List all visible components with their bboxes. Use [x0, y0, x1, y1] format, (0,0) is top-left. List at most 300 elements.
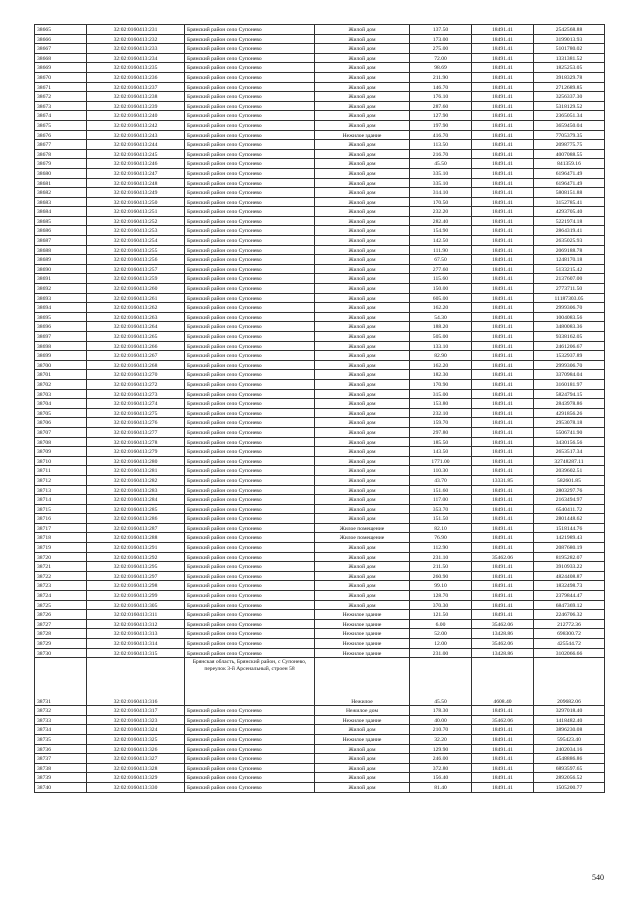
cadastral-number-cell: 32:02:0160413:262 [87, 303, 185, 313]
unit-value-cell: 18491.41 [472, 303, 534, 313]
table-row [35, 44, 605, 54]
cadastral-value-cell: 1421989.43 [534, 533, 605, 543]
address-cell: Брянский район село Супонево [185, 514, 315, 524]
table-row [35, 619, 605, 629]
cadastral-value-cell: 6196471.49 [534, 178, 605, 188]
address-cell: Брянский район село Супонево [185, 782, 315, 792]
cadastral-number-cell: 32:02:0160413:232 [87, 34, 185, 44]
area-cell: 6.00 [410, 619, 472, 629]
table-row [35, 255, 605, 265]
object-type-cell: Жилой дом [315, 140, 410, 150]
cadastral-value-cell: 2402034.16 [534, 744, 605, 754]
cadastral-value-cell: 3370984.04 [534, 370, 605, 380]
cadastral-value-cell: 2999306.70 [534, 303, 605, 313]
cadastral-number-cell: 32:02:0160413:284 [87, 495, 185, 505]
address-cell: Брянский район село Супонево [185, 648, 315, 658]
cadastral-number-cell: 32:02:0160413:254 [87, 236, 185, 246]
address-cell: Брянский район село Супонево [185, 351, 315, 361]
cadastral-number-cell: 32:02:0160413:246 [87, 159, 185, 169]
area-cell: 115.60 [410, 274, 472, 284]
row-number-cell: 38686 [35, 226, 87, 236]
cadastral-number-cell: 32:02:0160413:326 [87, 744, 185, 754]
address-cell: Брянский район село Супонево [185, 53, 315, 63]
row-number-cell: 38682 [35, 188, 87, 198]
cadastral-value-cell: 1518144.76 [534, 523, 605, 533]
object-type-cell: Жилой дом [315, 197, 410, 207]
table-row [35, 523, 605, 533]
address-cell: Брянский район село Супонево [185, 725, 315, 735]
cadastral-number-cell: 32:02:0160413:266 [87, 341, 185, 351]
address-cell: Брянский район село Супонево [185, 284, 315, 294]
cadastral-number-cell: 32:02:0160413:329 [87, 773, 185, 783]
cadastral-number-cell: 32:02:0160413:240 [87, 111, 185, 121]
cadastral-number-cell: 32:02:0160413:264 [87, 322, 185, 332]
object-type-cell: Жилой дом [315, 332, 410, 342]
cadastral-number-cell: 32:02:0160413:328 [87, 763, 185, 773]
area-cell: 315.00 [410, 389, 472, 399]
unit-value-cell: 18491.41 [472, 734, 534, 744]
address-cell: Брянский район село Супонево [185, 149, 315, 159]
area-cell: 45.50 [410, 658, 472, 706]
address-cell: Брянский район село Супонево [185, 245, 315, 255]
area-cell: 67.50 [410, 255, 472, 265]
area-cell: 188.20 [410, 322, 472, 332]
area-cell: 54.30 [410, 312, 472, 322]
unit-value-cell: 18491.41 [472, 782, 534, 792]
address-cell: Брянский район село Супонево [185, 715, 315, 725]
unit-value-cell: 18491.41 [472, 495, 534, 505]
unit-value-cell: 18491.41 [472, 226, 534, 236]
cadastral-number-cell: 32:02:0160413:278 [87, 437, 185, 447]
table-row [35, 648, 605, 658]
cadastral-value-cell: 1825253.05 [534, 63, 605, 73]
row-number-cell: 38706 [35, 418, 87, 428]
address-cell: Брянский район село Супонево [185, 34, 315, 44]
row-number-cell: 38674 [35, 111, 87, 121]
row-number-cell: 38688 [35, 245, 87, 255]
address-cell: Брянский район село Супонево [185, 303, 315, 313]
cadastral-value-cell: 595423.40 [534, 734, 605, 744]
cadastral-value-cell: 2803297.76 [534, 485, 605, 495]
cadastral-number-cell: 32:02:0160413:242 [87, 120, 185, 130]
cadastral-number-cell: 32:02:0160413:327 [87, 754, 185, 764]
cadastral-number-cell: 32:02:0160413:282 [87, 475, 185, 485]
cadastral-number-cell: 32:02:0160413:260 [87, 284, 185, 294]
table-row [35, 332, 605, 342]
area-cell: 127.90 [410, 111, 472, 121]
object-type-cell: Жилой дом [315, 63, 410, 73]
address-cell: Брянский район село Супонево [185, 427, 315, 437]
cadastral-number-cell: 32:02:0160413:267 [87, 351, 185, 361]
area-cell: 287.60 [410, 101, 472, 111]
cadastral-number-cell: 32:02:0160413:248 [87, 178, 185, 188]
cadastral-value-cell: 9338162.05 [534, 332, 605, 342]
object-type-cell: Жилой дом [315, 274, 410, 284]
row-number-cell: 38720 [35, 552, 87, 562]
area-cell: 52.00 [410, 629, 472, 639]
object-type-cell: Жилой дом [315, 562, 410, 572]
object-type-cell: Жилой дом [315, 466, 410, 476]
cadastral-value-cell: 1418482.40 [534, 715, 605, 725]
area-cell: 117.00 [410, 495, 472, 505]
row-number-cell: 38723 [35, 581, 87, 591]
area-cell: 216.70 [410, 149, 472, 159]
unit-value-cell: 4608.40 [472, 658, 534, 706]
cadastral-value-cell: 5133215.42 [534, 264, 605, 274]
row-number-cell: 38727 [35, 619, 87, 629]
area-cell: 159.70 [410, 418, 472, 428]
cadastral-value-cell: 2379844.47 [534, 591, 605, 601]
area-cell: 142.50 [410, 236, 472, 246]
object-type-cell: Жилой дом [315, 389, 410, 399]
cadastral-value-cell: 4291856.26 [534, 408, 605, 418]
cadastral-number-cell: 32:02:0160413:273 [87, 389, 185, 399]
table-row [35, 370, 605, 380]
area-cell: 121.50 [410, 610, 472, 620]
address-cell: Брянский район село Супонево [185, 523, 315, 533]
table-row [35, 782, 605, 792]
cadastral-value-cell: 2087680.19 [534, 543, 605, 553]
row-number-cell: 38681 [35, 178, 87, 188]
area-cell: 110.30 [410, 466, 472, 476]
row-number-cell: 38716 [35, 514, 87, 524]
cadastral-number-cell: 32:02:0160413:285 [87, 504, 185, 514]
object-type-cell: Жилой дом [315, 44, 410, 54]
object-type-cell: Жилой дом [315, 111, 410, 121]
unit-value-cell: 18491.41 [472, 72, 534, 82]
cadastral-value-cell: 2542568.88 [534, 25, 605, 35]
cadastral-value-cell: 6196471.49 [534, 168, 605, 178]
unit-value-cell: 13331.85 [472, 475, 534, 485]
cadastral-number-cell: 32:02:0160413:323 [87, 715, 185, 725]
cadastral-value-cell: 2712689.85 [534, 82, 605, 92]
table-row [35, 485, 605, 495]
area-cell: 143.50 [410, 447, 472, 457]
table-row [35, 754, 605, 764]
table-row [35, 514, 605, 524]
cadastral-value-cell: 2892056.52 [534, 773, 605, 783]
cadastral-value-cell: 5318129.52 [534, 101, 605, 111]
unit-value-cell: 18491.41 [472, 149, 534, 159]
cadastral-number-cell: 32:02:0160413:299 [87, 591, 185, 601]
cadastral-number-cell: 32:02:0160413:253 [87, 226, 185, 236]
cadastral-number-cell: 32:02:0160413:297 [87, 571, 185, 581]
address-cell: Брянский район село Супонево [185, 629, 315, 639]
address-cell: Брянский район село Супонево [185, 552, 315, 562]
cadastral-value-cell: 2653517.34 [534, 447, 605, 457]
cadastral-value-cell: 3430156.56 [534, 437, 605, 447]
cadastral-number-cell: 32:02:0160413:233 [87, 44, 185, 54]
row-number-cell: 38721 [35, 562, 87, 572]
address-cell: Брянский район село Супонево [185, 322, 315, 332]
cadastral-value-cell: 3152785.41 [534, 197, 605, 207]
row-number-cell: 38704 [35, 399, 87, 409]
address-cell: Брянский район село Супонево [185, 456, 315, 466]
address-cell: Брянский район село Супонево [185, 475, 315, 485]
object-type-cell: Жилой дом [315, 591, 410, 601]
row-number-cell: 38684 [35, 207, 87, 217]
area-cell: 170.50 [410, 197, 472, 207]
cadastral-number-cell: 32:02:0160413:243 [87, 130, 185, 140]
table-row [35, 734, 605, 744]
table-row [35, 466, 605, 476]
address-cell: Брянский район село Супонево [185, 706, 315, 716]
object-type-cell: Жилой дом [315, 284, 410, 294]
area-cell: 76.90 [410, 533, 472, 543]
row-number-cell: 38735 [35, 734, 87, 744]
object-type-cell: Жилой дом [315, 53, 410, 63]
address-cell: Брянский район село Супонево [185, 543, 315, 553]
area-cell: 211.50 [410, 562, 472, 572]
table-row [35, 72, 605, 82]
object-type-cell: Жилой дом [315, 744, 410, 754]
table-row [35, 101, 605, 111]
object-type-cell: Жилой дом [315, 25, 410, 35]
table-row [35, 773, 605, 783]
unit-value-cell: 35462.06 [472, 715, 534, 725]
row-number-cell: 38695 [35, 312, 87, 322]
area-cell: 231.00 [410, 648, 472, 658]
row-number-cell: 38724 [35, 591, 87, 601]
row-number-cell: 38712 [35, 475, 87, 485]
cadastral-value-cell: 2843978.86 [534, 399, 605, 409]
object-type-cell: Нежилое дом [315, 706, 410, 716]
row-number-cell: 38713 [35, 485, 87, 495]
table-row [35, 639, 605, 649]
object-type-cell: Жилой дом [315, 178, 410, 188]
table-row [35, 408, 605, 418]
cadastral-number-cell: 32:02:0160413:292 [87, 552, 185, 562]
address-cell: Брянский район село Супонево [185, 562, 315, 572]
area-cell: 99.10 [410, 581, 472, 591]
address-cell: Брянский район село Супонево [185, 370, 315, 380]
row-number-cell: 38719 [35, 543, 87, 553]
address-cell: Брянский район село Супонево [185, 341, 315, 351]
object-type-cell: Жилой дом [315, 293, 410, 303]
cadastral-number-cell: 32:02:0160413:274 [87, 399, 185, 409]
row-number-cell: 38715 [35, 504, 87, 514]
cadastral-number-cell: 32:02:0160413:316 [87, 658, 185, 706]
area-cell: 154.90 [410, 226, 472, 236]
area-cell: 1771.00 [410, 456, 472, 466]
area-cell: 211.90 [410, 72, 472, 82]
unit-value-cell: 18491.41 [472, 706, 534, 716]
area-cell: 210.70 [410, 725, 472, 735]
area-cell: 40.00 [410, 715, 472, 725]
area-cell: 335.10 [410, 168, 472, 178]
area-cell: 231.10 [410, 552, 472, 562]
cadastral-value-cell: 1505200.77 [534, 782, 605, 792]
area-cell: 605.00 [410, 293, 472, 303]
address-cell: Брянский район село Супонево [185, 610, 315, 620]
row-number-cell: 38728 [35, 629, 87, 639]
object-type-cell: Жилой дом [315, 543, 410, 553]
object-type-cell: Жилой дом [315, 303, 410, 313]
object-type-cell: Жилое помещение [315, 533, 410, 543]
unit-value-cell: 18491.41 [472, 504, 534, 514]
cadastral-number-cell: 32:02:0160413:231 [87, 25, 185, 35]
unit-value-cell: 18491.41 [472, 466, 534, 476]
unit-value-cell: 18491.41 [472, 264, 534, 274]
unit-value-cell: 18491.41 [472, 274, 534, 284]
address-cell: Брянский район село Супонево [185, 399, 315, 409]
cadastral-number-cell: 32:02:0160413:277 [87, 427, 185, 437]
row-number-cell: 38679 [35, 159, 87, 169]
unit-value-cell: 18491.41 [472, 591, 534, 601]
area-cell: 370.30 [410, 600, 472, 610]
object-type-cell: Нежилое здание [315, 639, 410, 649]
unit-value-cell: 18491.41 [472, 188, 534, 198]
area-cell: 128.70 [410, 591, 472, 601]
cadastral-value-cell: 1004083.56 [534, 312, 605, 322]
table-row [35, 351, 605, 361]
cadastral-number-cell: 32:02:0160413:298 [87, 581, 185, 591]
row-number-cell: 38734 [35, 725, 87, 735]
unit-value-cell: 18491.41 [472, 447, 534, 457]
row-number-cell: 38665 [35, 25, 87, 35]
table-row [35, 495, 605, 505]
unit-value-cell: 18491.41 [472, 533, 534, 543]
area-cell: 98.69 [410, 63, 472, 73]
row-number-cell: 38671 [35, 82, 87, 92]
table-row [35, 140, 605, 150]
cadastral-value-cell: 3918329.78 [534, 72, 605, 82]
row-number-cell: 38736 [35, 744, 87, 754]
area-cell: 170.90 [410, 379, 472, 389]
row-number-cell: 38678 [35, 149, 87, 159]
cadastral-number-cell: 32:02:0160413:261 [87, 293, 185, 303]
cadastral-value-cell: 425544.72 [534, 639, 605, 649]
address-cell: Брянский район село Супонево [185, 140, 315, 150]
object-type-cell: Жилой дом [315, 159, 410, 169]
row-number-cell: 38691 [35, 274, 87, 284]
cadastral-value-cell: 1532937.89 [534, 351, 605, 361]
table-row [35, 264, 605, 274]
address-cell: Брянский район село Супонево [185, 82, 315, 92]
object-type-cell: Жилое помещение [315, 523, 410, 533]
table-row [35, 725, 605, 735]
area-cell: 12.00 [410, 639, 472, 649]
cadastral-value-cell: 1832498.73 [534, 581, 605, 591]
area-cell: 81.40 [410, 782, 472, 792]
area-cell: 277.60 [410, 264, 472, 274]
area-cell: 353.70 [410, 504, 472, 514]
object-type-cell: Жилой дом [315, 456, 410, 466]
row-number-cell: 38689 [35, 255, 87, 265]
address-cell: Брянский район село Супонево [185, 360, 315, 370]
address-cell: Брянский район село Супонево [185, 734, 315, 744]
table-row [35, 293, 605, 303]
table-row [35, 427, 605, 437]
unit-value-cell: 18491.41 [472, 111, 534, 121]
table-row [35, 389, 605, 399]
object-type-cell: Жилой дом [315, 504, 410, 514]
area-cell: 156.40 [410, 773, 472, 783]
unit-value-cell: 18491.41 [472, 571, 534, 581]
cadastral-value-cell: 32748287.11 [534, 456, 605, 466]
row-number-cell: 38693 [35, 293, 87, 303]
area-cell: 275.00 [410, 44, 472, 54]
object-type-cell: Жилой дом [315, 370, 410, 380]
unit-value-cell: 18491.41 [472, 456, 534, 466]
address-cell: Брянский район село Супонево [185, 504, 315, 514]
cadastral-number-cell: 32:02:0160413:325 [87, 734, 185, 744]
object-type-cell: Жилой дом [315, 245, 410, 255]
cadastral-number-cell: 32:02:0160413:311 [87, 610, 185, 620]
object-type-cell: Жилой дом [315, 341, 410, 351]
unit-value-cell: 18491.41 [472, 725, 534, 735]
area-cell: 112.90 [410, 543, 472, 553]
table-row [35, 197, 605, 207]
unit-value-cell: 18491.41 [472, 101, 534, 111]
row-number-cell: 38731 [35, 658, 87, 706]
unit-value-cell: 18491.41 [472, 120, 534, 130]
cadastral-number-cell: 32:02:0160413:291 [87, 543, 185, 553]
row-number-cell: 38675 [35, 120, 87, 130]
address-cell: Брянский район село Супонево [185, 264, 315, 274]
area-cell: 151.60 [410, 485, 472, 495]
unit-value-cell: 18491.41 [472, 216, 534, 226]
row-number-cell: 38707 [35, 427, 87, 437]
table-row [35, 245, 605, 255]
cadastral-number-cell: 32:02:0160413:276 [87, 418, 185, 428]
cadastral-value-cell: 2801448.62 [534, 514, 605, 524]
cadastral-number-cell: 32:02:0160413:315 [87, 648, 185, 658]
object-type-cell: Нежилое здание [315, 610, 410, 620]
cadastral-number-cell: 32:02:0160413:272 [87, 379, 185, 389]
area-cell: 182.30 [410, 370, 472, 380]
row-number-cell: 38697 [35, 332, 87, 342]
unit-value-cell: 18491.41 [472, 379, 534, 389]
unit-value-cell: 18491.41 [472, 312, 534, 322]
cadastral-number-cell: 32:02:0160413:324 [87, 725, 185, 735]
object-type-cell: Жилой дом [315, 322, 410, 332]
object-type-cell: Жилой дом [315, 447, 410, 457]
object-type-cell: Жилой дом [315, 92, 410, 102]
area-cell: 151.50 [410, 514, 472, 524]
address-cell: Брянский район село Супонево [185, 274, 315, 284]
object-type-cell: Жилой дом [315, 475, 410, 485]
cadastral-number-cell: 32:02:0160413:287 [87, 523, 185, 533]
row-number-cell: 38711 [35, 466, 87, 476]
address-cell: Брянский район село Супонево [185, 111, 315, 121]
address-cell: Брянский район село Супонево [185, 533, 315, 543]
cadastral-value-cell: 2635025.93 [534, 236, 605, 246]
table-row [35, 581, 605, 591]
unit-value-cell: 13428.86 [472, 629, 534, 639]
row-number-cell: 38710 [35, 456, 87, 466]
address-cell: Брянский район село Супонево [185, 168, 315, 178]
address-cell: Брянский район село Супонево [185, 44, 315, 54]
cadastral-number-cell: 32:02:0160413:257 [87, 264, 185, 274]
row-number-cell: 38687 [35, 236, 87, 246]
area-cell: 113.50 [410, 140, 472, 150]
table-row [35, 610, 605, 620]
unit-value-cell: 18491.41 [472, 236, 534, 246]
table-row [35, 274, 605, 284]
table-row [35, 456, 605, 466]
cadastral-number-cell: 32:02:0160413:268 [87, 360, 185, 370]
cadastral-value-cell: 5506741.90 [534, 427, 605, 437]
object-type-cell: Жилой дом [315, 360, 410, 370]
unit-value-cell: 18491.41 [472, 168, 534, 178]
area-cell: 82.90 [410, 351, 472, 361]
cadastral-number-cell: 32:02:0160413:305 [87, 600, 185, 610]
address-cell: Брянский район село Супонево [185, 763, 315, 773]
cadastral-value-cell: 2163494.97 [534, 495, 605, 505]
address-cell: Брянский район село Супонево [185, 293, 315, 303]
unit-value-cell: 18491.41 [472, 399, 534, 409]
